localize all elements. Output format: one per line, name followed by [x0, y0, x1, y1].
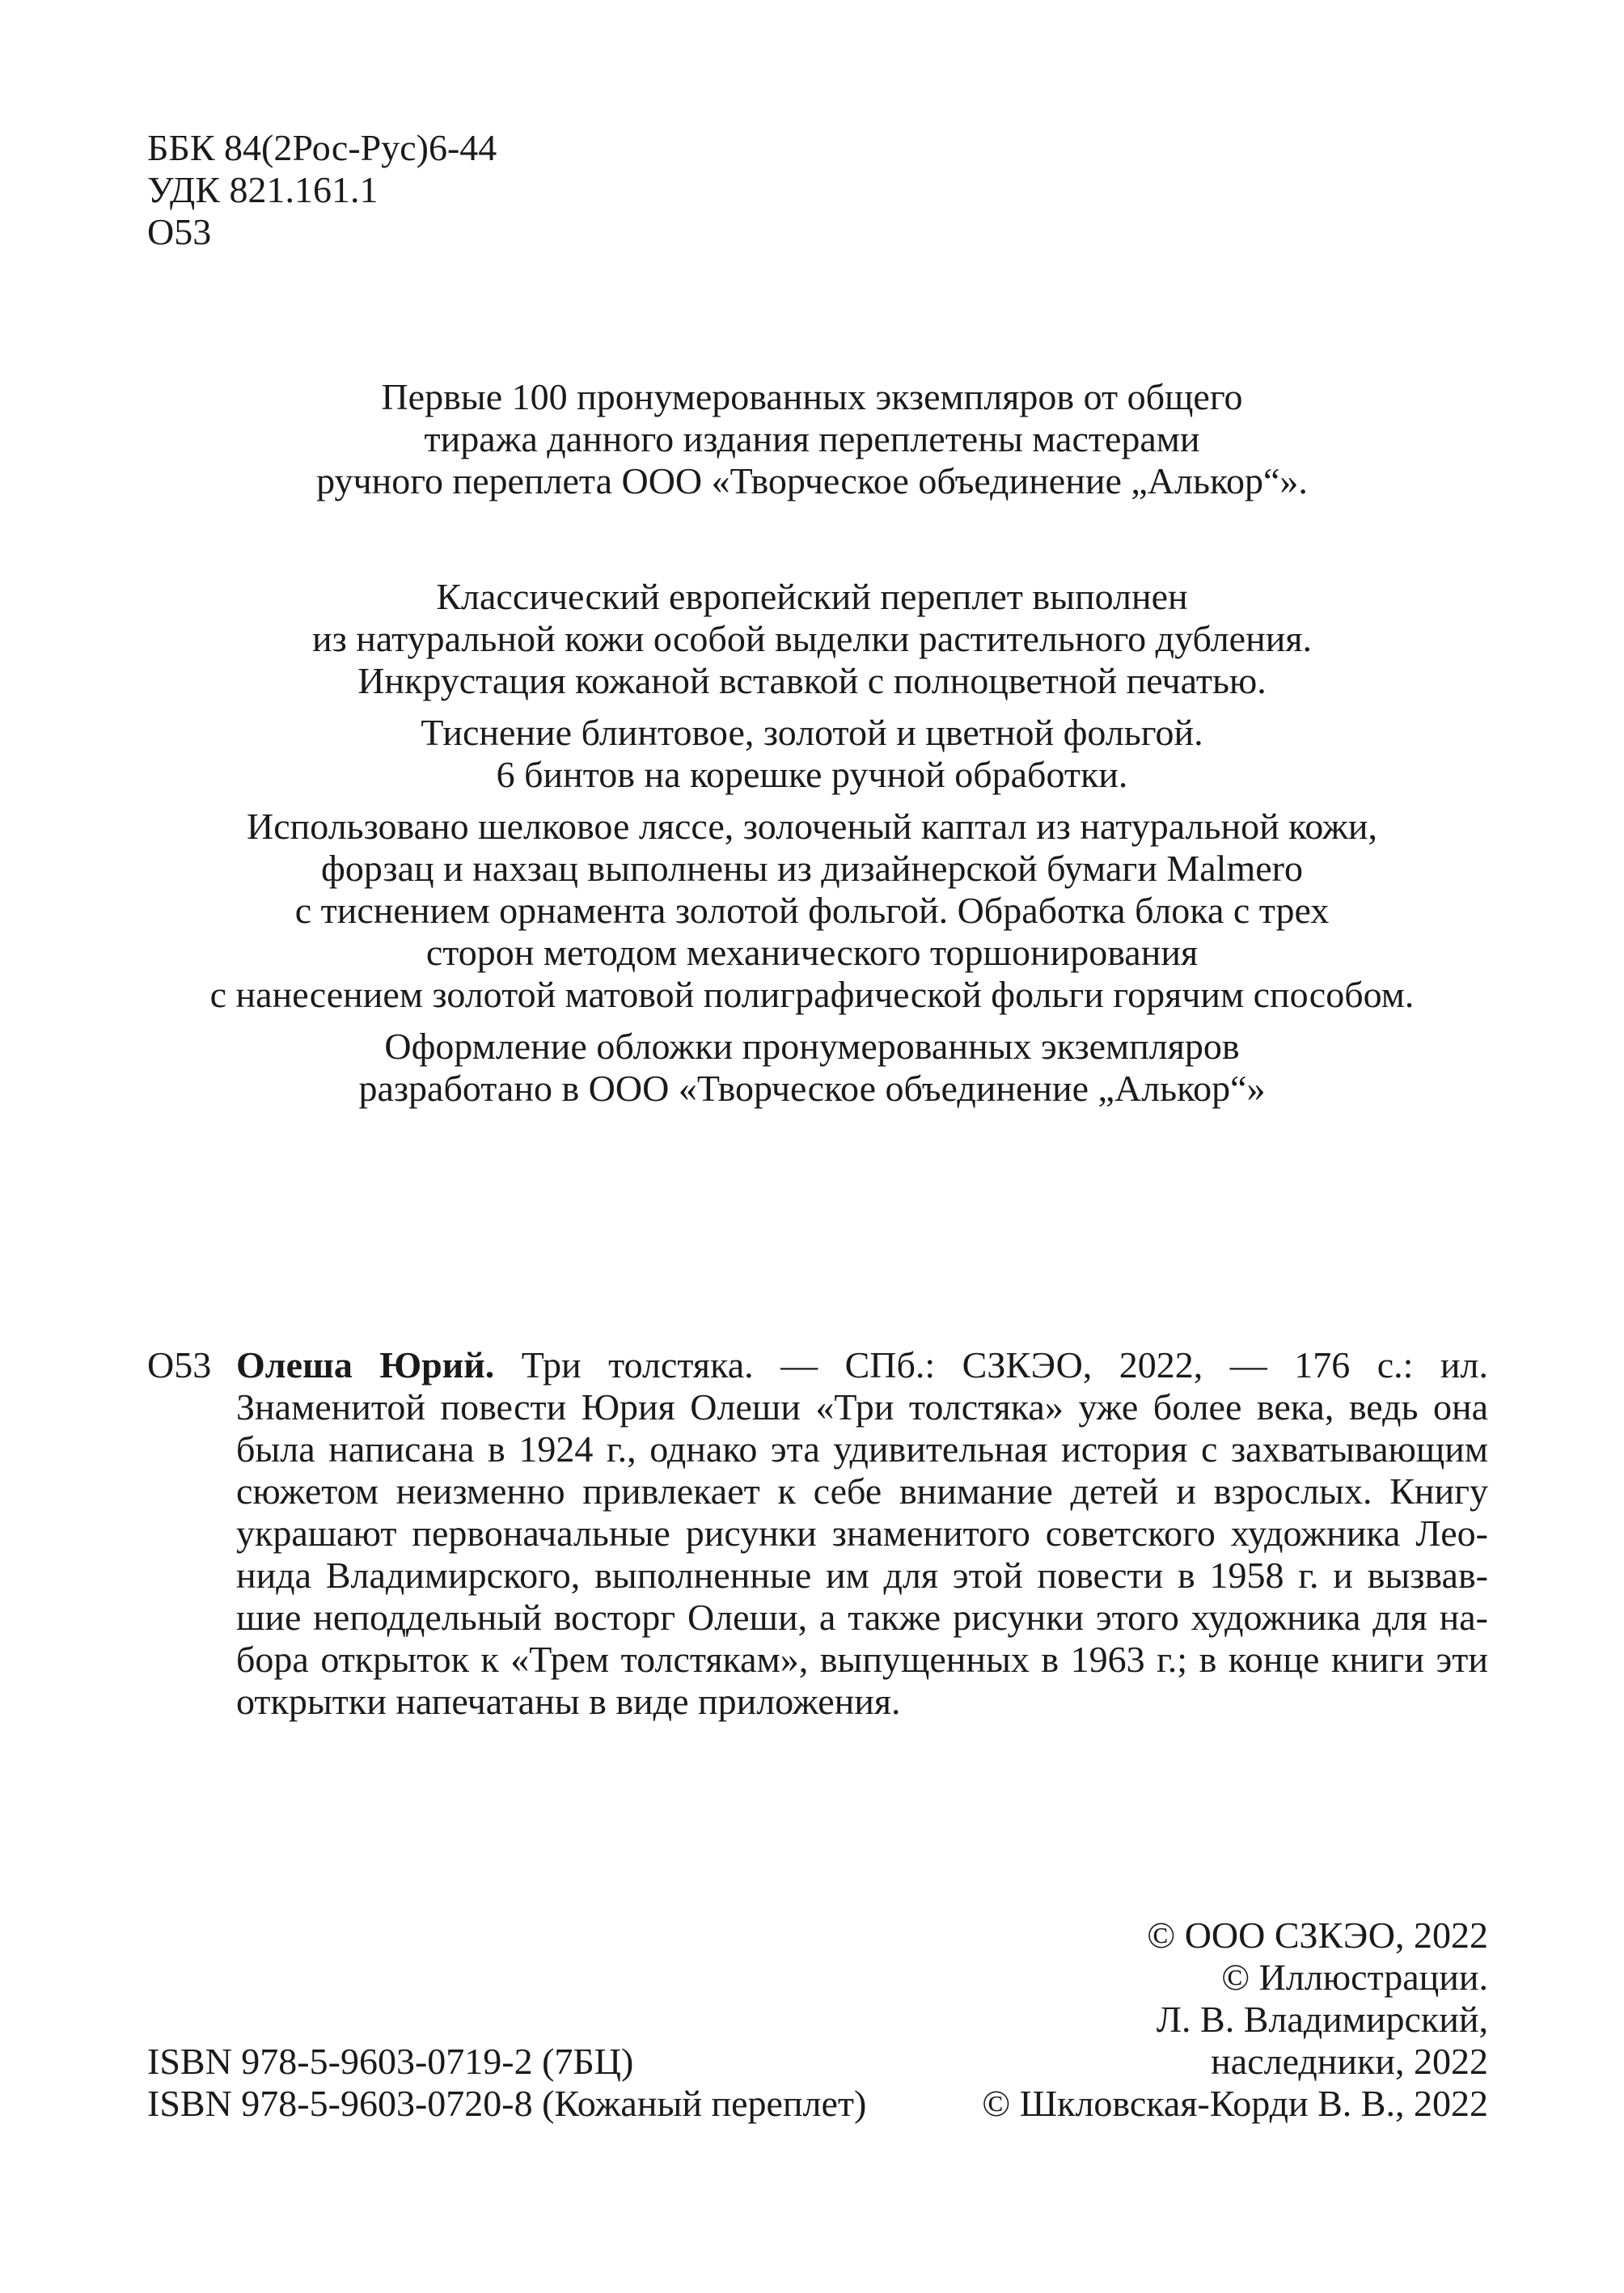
annotation-line: бора открыток к «Трем толстякам», выпущенных в 1963 г.; в конце книги эти	[236, 1639, 1488, 1680]
isbn-line: ISBN 978-5-9603-0719-2 (7БЦ)	[147, 2041, 634, 2082]
binding-paragraph	[146, 576, 1478, 702]
binding-paragraph	[146, 806, 1478, 1016]
text-line: Классический европейский переплет выполнен	[436, 576, 1188, 617]
numbered-edition-note	[146, 376, 1478, 502]
book-title-line: Три толстяка. — СПб.: СЗКЭО, 2022, — 176 с.: ил.	[494, 1344, 1488, 1386]
isbn-block	[147, 2041, 866, 2125]
author-mark: О53	[147, 211, 212, 252]
binding-paragraph	[146, 1026, 1478, 1110]
classification-codes	[147, 127, 497, 253]
text-line: тиража данного издания переплетены мастерами	[424, 418, 1200, 459]
text-line: ручного переплета ООО «Творческое объединение „Алькор“».	[316, 460, 1308, 501]
copyright-line: © Шкловская-Корди В. В., 2022	[982, 2083, 1488, 2124]
annotation-first-line	[236, 1344, 1488, 1386]
annotation-line: была написана в 1924 г., однако эта удивительная история с захватывающим	[236, 1428, 1488, 1470]
text-line: сторон методом механического торшонирования	[425, 932, 1199, 973]
text-line: форзац и нахзац выполнены из дизайнерской бумаги Malmero	[321, 848, 1303, 889]
copyright-line: © Иллюстрации.	[1221, 1957, 1488, 1998]
annotation-line: украшают первоначальные рисунки знаменитого советского художника Лео-	[236, 1512, 1488, 1554]
text-line: Использовано шелковое ляссе, золоченый каптал из натуральной кожи,	[247, 806, 1377, 847]
copyright-line: наследники, 2022	[1211, 2041, 1488, 2082]
text-line: Первые 100 пронумерованных экземпляров от общего	[381, 376, 1243, 417]
annotation-line: шие неподдельный восторг Олеши, а также рисунки этого художника для на-	[236, 1597, 1488, 1638]
author-name: Олеша Юрий.	[236, 1344, 495, 1386]
text-line: с нанесением золотой матовой полиграфической фольги горячим способом.	[209, 974, 1415, 1015]
copyright-line: © ООО СЗКЭО, 2022	[1147, 1914, 1488, 1956]
annotation-line: нида Владимирского, выполненные им для этой повести в 1958 г. и вызвав-	[236, 1555, 1488, 1596]
binding-description	[146, 576, 1478, 1110]
text-line: Тиснение блинтовое, золотой и цветной фольгой.	[421, 712, 1203, 753]
binding-paragraph	[146, 712, 1478, 796]
copyright-line: Л. В. Владимирский,	[1156, 1999, 1488, 2040]
text-line: из натуральной кожи особой выделки растительного дубления.	[311, 618, 1312, 659]
text-line: с тиснением орнамента золотой фольгой. Обработка блока с трех	[294, 890, 1330, 931]
udk-code: УДК 821.161.1	[147, 169, 379, 210]
annotation-code: О53	[147, 1344, 212, 1386]
annotation-line: сюжетом неизменно привлекает к себе внимание детей и взрослых. Книгу	[236, 1470, 1488, 1512]
annotation-text	[236, 1344, 1488, 1723]
bibliographic-annotation	[147, 1344, 1488, 1723]
text-line: Оформление обложки пронумерованных экземпляров	[384, 1026, 1240, 1067]
text-line: 6 бинтов на корешке ручной обработки.	[496, 754, 1128, 795]
text-line: разработано в ООО «Творческое объединение „Алькор“»	[358, 1068, 1266, 1109]
bbk-code: ББК 84(2Рос-Рус)6-44	[147, 127, 497, 168]
copyright-block	[982, 1914, 1488, 2125]
annotation-line: Знаменитой повести Юрия Олеши «Три толстяка» уже более века, ведь она	[236, 1386, 1488, 1428]
isbn-line: ISBN 978-5-9603-0720-8 (Кожаный переплет)	[147, 2083, 867, 2124]
text-line: Инкрустация кожаной вставкой с полноцветной печатью.	[357, 660, 1267, 701]
annotation-line: открытки напечатаны в виде приложения.	[236, 1681, 901, 1722]
